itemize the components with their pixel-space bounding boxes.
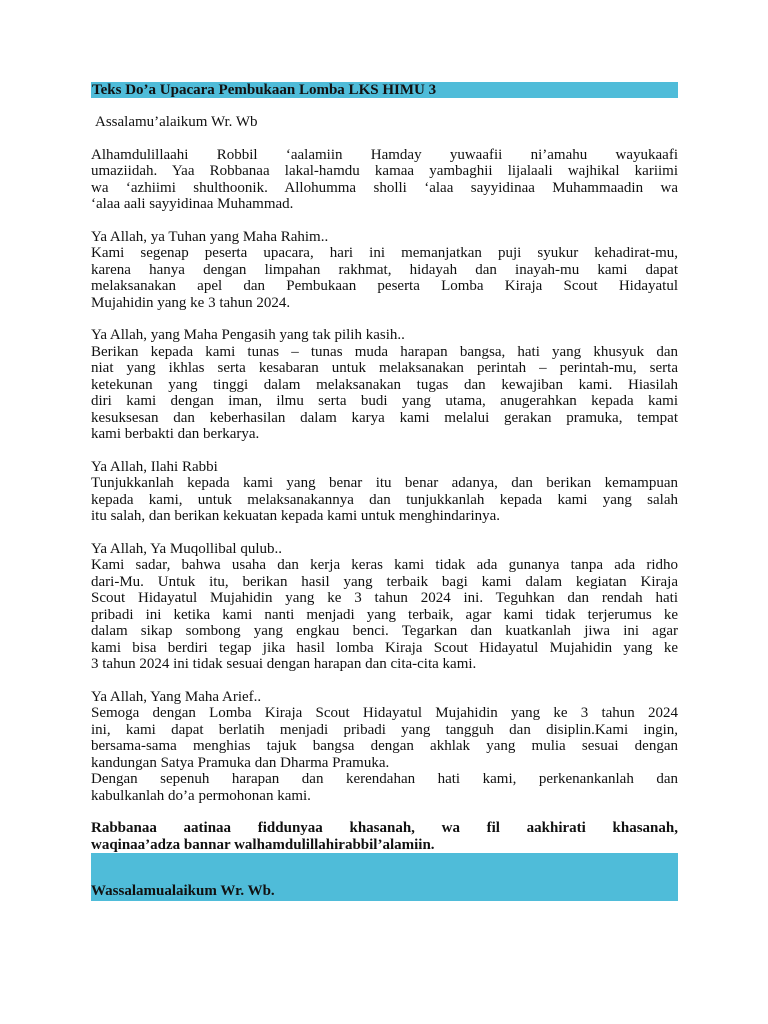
text-line: ‘alaa aali sayyidinaa Muhammad.: [91, 196, 294, 212]
section-heading: Ya Allah, Ya Muqollibal qulub..: [91, 540, 283, 557]
closing-salutation: Wassalamualaikum Wr. Wb.: [91, 882, 275, 899]
text-line: Semoga dengan Lomba Kiraja Scout Hidayatul Mujahidin yang ke 3 tahun 2024: [91, 705, 678, 721]
prayer-section-4: [91, 541, 678, 673]
document-body: [91, 82, 678, 901]
text-line: ini, kami dapat berlatih menjadi pribadi yang tangguh dan disiplin.Kami ingin,: [91, 721, 678, 738]
greeting: Assalamu’alaikum Wr. Wb: [95, 114, 258, 130]
text-line: Rabbanaa aatinaa fiddunyaa khasanah, wa fil aakhirati khasanah,: [91, 820, 678, 836]
text-line: Alhamdulillaahi Robbil ‘aalamiin Hamday yuwaafii ni’amahu wayukaafi: [91, 146, 678, 163]
text-line: kabulkanlah do’a permohonan kami.: [91, 787, 311, 804]
text-line: melaksanakan apel dan Pembukaan peserta Lomba Kiraja Scout Hidayatul: [91, 278, 678, 294]
text-line: Tunjukkanlah kepada kami yang benar itu benar adanya, dan berikan kemampuan: [91, 475, 678, 491]
document-title: Teks Do’a Upacara Pembukaan Lomba LKS HIMU 3: [91, 82, 678, 98]
prayer-section-1: [91, 229, 678, 312]
section-heading: Ya Allah, ya Tuhan yang Maha Rahim..: [91, 228, 329, 245]
text-line: ketekunan yang tinggi dalam melaksanakan tugas dan kewajiban kami. Hiasilah: [91, 376, 678, 393]
text-line: kami bisa berdiri tegap jika hasil lomba Kiraja Scout Hidayatul Mujahidin yang ke: [91, 639, 678, 656]
text-line: kami berbakti dan berkarya.: [91, 426, 260, 442]
opening-paragraph: [91, 147, 678, 213]
text-line: dari-Mu. Untuk itu, berikan hasil yang terbaik bagi kami dalam kegiatan Kiraja: [91, 573, 678, 590]
text-line: niat yang ikhlas serta kesabaran untuk melaksanakan perintah – perintah-mu, serta: [91, 360, 678, 376]
text-line: Mujahidin yang ke 3 tahun 2024.: [91, 294, 291, 311]
section-heading: Ya Allah, yang Maha Pengasih yang tak pilih kasih..: [91, 327, 405, 343]
text-line: bersama-sama menghias tajuk bangsa dengan akhlak yang mulia sesuai dengan: [91, 738, 678, 754]
text-line: kepada kami, untuk melaksanakannya dan tunjukkanlah kepada kami yang salah: [91, 491, 678, 508]
text-line: dalam sikap sombong yang engkau benci. Tegarkan dan kuatkanlah jiwa ini agar: [91, 623, 678, 639]
prayer-section-3: [91, 459, 678, 525]
text-line: Kami segenap peserta upacara, hari ini memanjatkan puji syukur kehadirat-mu,: [91, 245, 678, 261]
closing-prayer: [91, 820, 678, 853]
text-line: pribadi ini ketika kami nanti menjadi yang terbaik, agar kami tidak terjerumus ke: [91, 606, 678, 623]
text-line: 3 tahun 2024 ini tidak sesuai dengan harapan dan cita-cita kami.: [91, 656, 477, 672]
section-heading: Ya Allah, Yang Maha Arief..: [91, 688, 262, 705]
text-line: kandungan Satya Pramuka dan Dharma Pramuka.: [91, 754, 390, 771]
text-line: itu salah, dan berikan kekuatan kepada kami untuk menghindarinya.: [91, 508, 501, 524]
text-line: Kami sadar, bahwa usaha dan kerja keras kami tidak ada gunanya tanpa ada ridho: [91, 557, 678, 573]
text-line: Berikan kepada kami tunas – tunas muda harapan bangsa, hati yang khusyuk dan: [91, 343, 678, 360]
text-line: Scout Hidayatul Mujahidin yang ke 3 tahun 2024 ini. Teguhkan dan rendah hati: [91, 590, 678, 606]
text-line: karena hanya dengan limpahan rakhmat, hidayah dan inayah-mu kami dapat: [91, 261, 678, 278]
text-line: kesuksesan dan keberhasilan dalam karya kami melalui gerakan pramuka, tempat: [91, 409, 678, 426]
closing-highlight-band: [91, 853, 678, 901]
prayer-section-2: [91, 327, 678, 443]
text-line: waqinaa’adza bannar walhamdulillahirabbil’alamiin.: [91, 836, 435, 853]
text-line: diri kami dengan iman, ilmu serta budi yang utama, anugerahkan kepada kami: [91, 393, 678, 409]
text-line: umaziidah. Yaa Robbanaa lakal-hamdu kamaa yambaghii lijalaali wajhikal kariimi: [91, 163, 678, 179]
section-heading: Ya Allah, Ilahi Rabbi: [91, 458, 218, 475]
text-line: wa ‘azhiimi shulthoonik. Allohumma sholli ‘alaa sayyidinaa Muhammaadin wa: [91, 179, 678, 196]
text-line: Dengan sepenuh harapan dan kerendahan hati kami, perkenankanlah dan: [91, 771, 678, 787]
prayer-section-5: [91, 689, 678, 805]
